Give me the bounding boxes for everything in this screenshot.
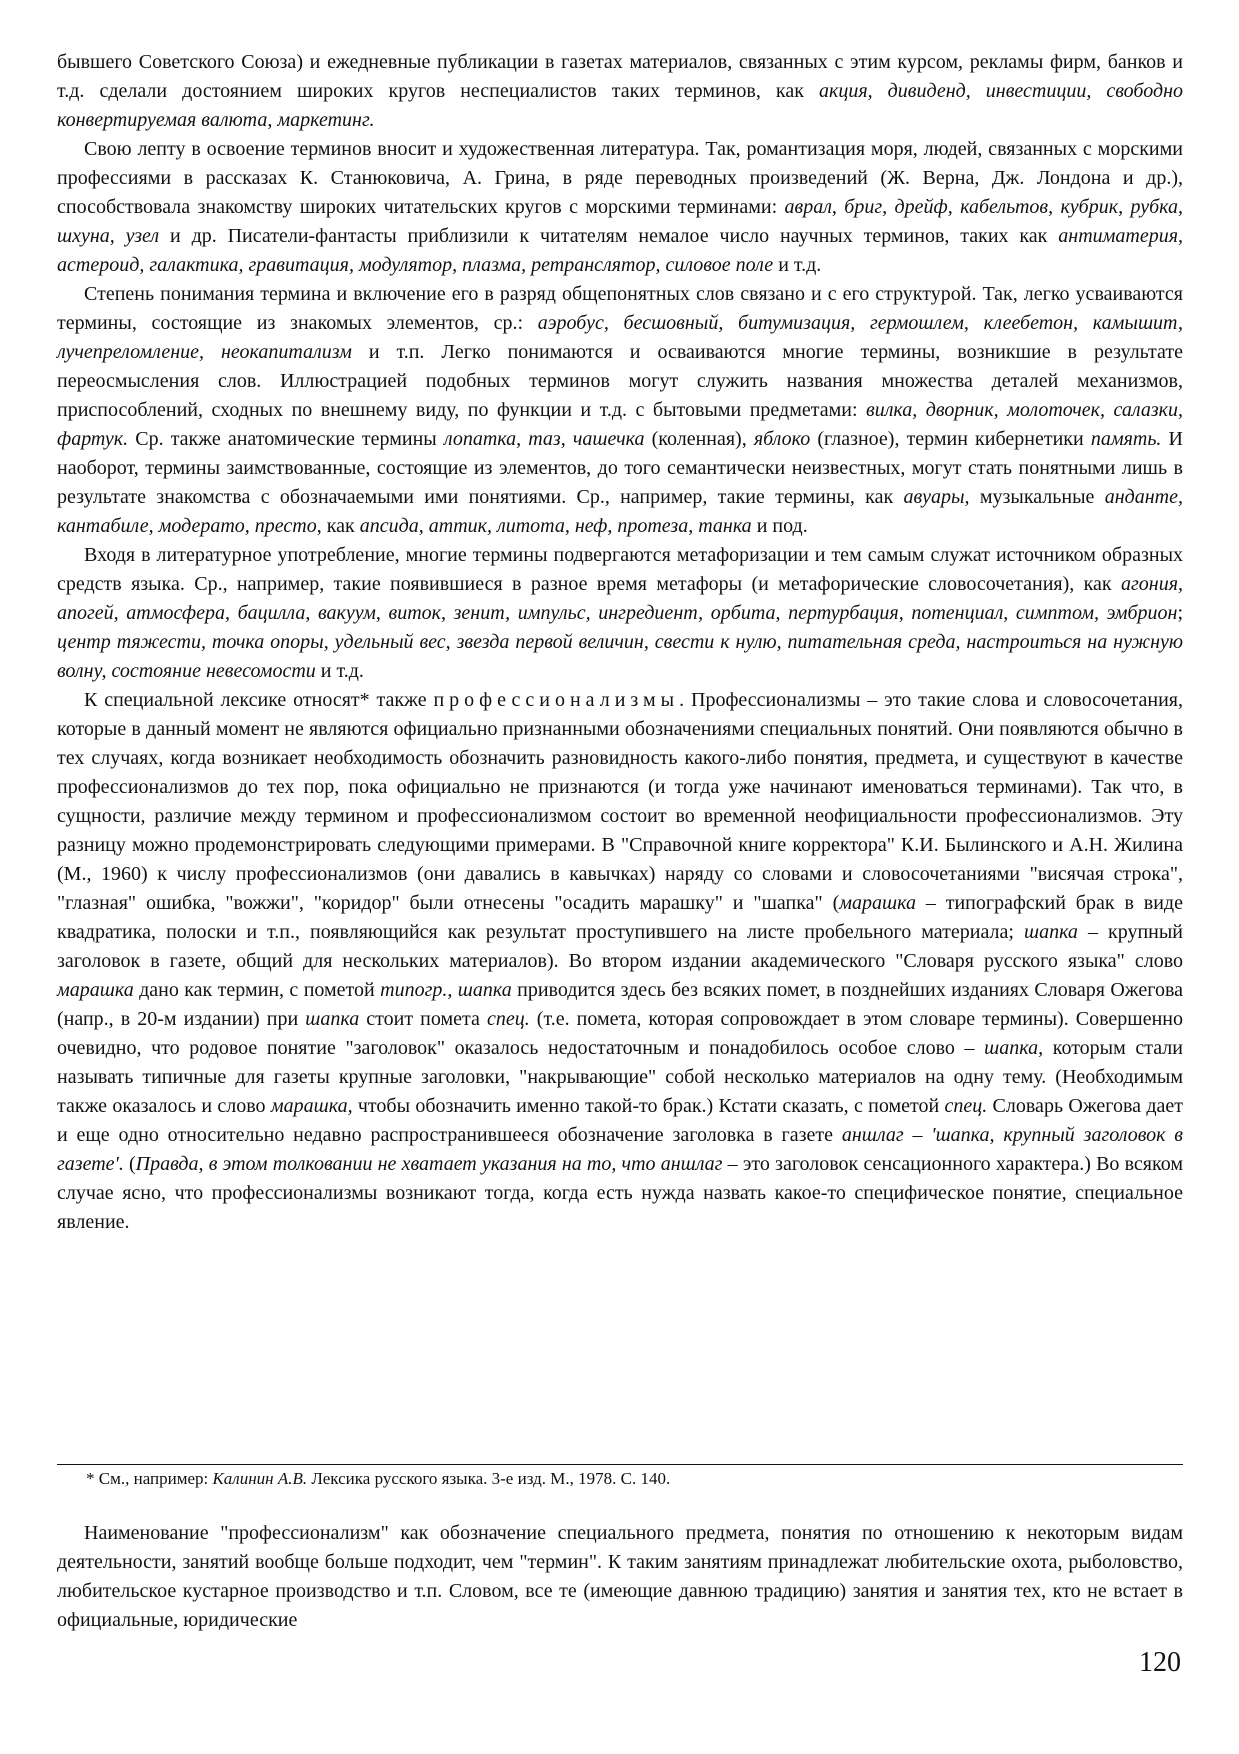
italic-term: акция, дивиденд, инвестиции, свободно конвертируемая валюта, маркетинг. xyxy=(57,80,1183,131)
text-run: (коленная), xyxy=(644,428,754,450)
italic-term: шапка xyxy=(1023,921,1078,943)
italic-term: аэробус, бесшовный, битумизация, гермошлем, клеебетон, камышит, лучепреломление, неокапитализм xyxy=(57,312,1184,363)
italic-term: аврал, бриг, дрейф, кабельтов, кубрик, рубка, шхуна, узел xyxy=(57,196,1183,247)
text-run: , как xyxy=(316,515,360,537)
text-run: И наоборот, термины заимствованные, состоящие из элементов, до того семантически неизвестных, могут стать понятными лишь в результате знакомства с обозначаемыми ими понятиями. Ср., например, такие термины, как xyxy=(57,428,1183,508)
text-run: * См., например: xyxy=(86,1469,213,1488)
italic-term: вилка, дворник, молоточек, салазки, фартук. xyxy=(57,399,1183,450)
italic-term: агония, апогей, атмосфера, бацилла, вакуум, виток, зенит, импульс, ингредиент, орбита, пертурбация, потенциал, симптом, эмбрион xyxy=(57,573,1183,624)
italic-term: спец. xyxy=(944,1095,988,1117)
text-run: ; xyxy=(1177,602,1183,624)
text-run: Лексика русского языка. 3-е изд. М., 1978. С. 140. xyxy=(307,1469,671,1488)
paragraph xyxy=(57,541,1183,686)
text-run: ( xyxy=(123,1153,136,1175)
text-run: и т.д. xyxy=(315,660,364,682)
text-run: Наименование "профессионализм" как обозначение специального предмета, понятия по отношению к некоторым видам деятельности, занятий вообще больше подходит, чем "термин". К таким занятиям принадлежат любительские охота, рыболовство, любительское кустарное производство и т.п. Словом, все те (имеющие давнюю традицию) занятия и занятия тех, кто не встает в официальные, юридические xyxy=(57,1522,1183,1631)
text-run: стоит помета xyxy=(359,1008,487,1030)
text-run: чтобы обозначить именно такой-то брак.) Кстати сказать, с пометой xyxy=(352,1095,945,1117)
text-run: Свою лепту в освоение терминов вносит и художественная литература. Так, романтизация моря, людей, связанных с морскими профессиями в рассказах К. Станюковича, А. Грина, в ряде переводных произведений (Ж. Верна, Дж. Лондона и др.), способствовала знакомству широких читательских кругов с морскими терминами: xyxy=(57,138,1183,218)
text-run: Степень понимания термина и включение его в разряд общепонятных слов связано и с его структурой. Так, легко усваиваются термины, состоящие из знакомых элементов, ср.: xyxy=(57,283,1183,334)
text-run: (т.е. помета, которая сопровождает в этом словаре термины). Совершенно очевидно, что родовое понятие "заголовок" оказалось недостаточным и понадобилось особое слово – xyxy=(57,1008,1183,1059)
paragraph xyxy=(57,135,1183,280)
italic-term: спец. xyxy=(486,1008,530,1030)
italic-term: шапка xyxy=(305,1008,360,1030)
text-run: и др. Писатели-фантасты приблизили к читателям немалое число научных терминов, таких как xyxy=(159,225,1059,247)
italic-term: Калинин А.В. xyxy=(212,1469,308,1488)
paragraph xyxy=(57,1519,1183,1635)
italic-term: центр тяжести, точка опоры, удельный вес, звезда первой величин, свести к нулю, питательная среда, настроиться на нужную волну, состояние невесомости xyxy=(57,631,1183,682)
italic-term: яблоко xyxy=(753,428,811,450)
paragraph xyxy=(57,280,1183,541)
italic-term: авуары, xyxy=(903,486,970,508)
text-run: Входя в литературное употребление, многие термины подвергаются метафоризации и тем самым служат источником образных средств языка. Ср., например, такие появившиеся в разное время метафоры (и метафорические словосочетания), как xyxy=(57,544,1183,595)
main-text xyxy=(57,48,1183,1237)
text-after-footnote xyxy=(57,1519,1183,1635)
text-run: дано как термин, с пометой xyxy=(133,979,381,1001)
page-number: 120 xyxy=(1139,1647,1181,1678)
italic-term: типогр., шапка xyxy=(380,979,512,1001)
footnote xyxy=(86,1467,670,1491)
text-run: и т.д. xyxy=(773,254,822,276)
text-run: приводится здесь без всяких помет, в позднейших изданиях Словаря Ожегова (напр., в 20-м издании) при xyxy=(57,979,1183,1030)
text-run: и т.п. Легко понимаются и осваиваются многие термины, возникшие в результате переосмысления слов. Иллюстрацией подобных терминов могут служить названия множества деталей механизмов, приспособлений, сходных по внешнему виду, по функции и т.д. с бытовыми предметами: xyxy=(57,341,1183,421)
italic-term: память. xyxy=(1090,428,1162,450)
italic-term: марашка xyxy=(57,979,134,1001)
text-run: – это заголовок сенсационного характера.) Во всяком случае ясно, что профессионализмы возникают тогда, когда есть нужда назвать какое-то специфическое понятие, специальное явление. xyxy=(57,1153,1183,1233)
text-run: Словарь Ожегова дает и еще одно относительно недавно распространившееся обозначение заголовка в газете xyxy=(57,1095,1183,1146)
text-run: – крупный заголовок в газете, общий для нескольких материалов). Во втором издании академического "Словаря русского языка" слово xyxy=(57,921,1184,972)
italic-term: лопатка, таз, чашечка xyxy=(443,428,645,450)
italic-term: аншлаг – 'шапка, крупный заголовок в газете'. xyxy=(57,1124,1183,1175)
text-run: бывшего Советского Союза) и ежедневные публикации в газетах материалов, связанных с этим курсом, рекламы фирм, банков и т.д. сделали достоянием широких кругов неспециалистов таких терминов, как xyxy=(57,51,1183,102)
paragraph xyxy=(57,686,1183,1237)
italic-term: шапка, xyxy=(984,1037,1044,1059)
text-run: К специальной лексике относят* также xyxy=(84,689,434,711)
italic-term: апсида, аттик, литота, неф, протеза, танка xyxy=(359,515,752,537)
footnote-separator xyxy=(57,1464,1183,1465)
text-run: (глазное), термин кибернетики xyxy=(810,428,1091,450)
italic-term: марашка xyxy=(839,892,916,914)
italic-term: антиматерия, астероид, галактика, гравитация, модулятор, плазма, ретранслятор, силовое поле xyxy=(57,225,1184,276)
text-run: . Профессионализмы – это такие слова и словосочетания, которые в данный момент не являются официально признанными обозначениями специальных понятий. Они появляются обычно в тех случаях, когда возникает необходимость обозначить разновидность какого-либо понятия, предмета, и существуют в качестве профессионализмов до тех пор, пока официально не признаются (и тогда уже начинают именоваться терминами). Так что, в сущности, различие между термином и профессионализмом состоит во временной неофициальности профессионализмов. Эту разницу можно продемонстрировать следующими примерами. В "Справочной книге корректора" К.И. Былинского и А.Н. Жилина (М., 1960) к числу профессионализмов (они давались в кавычках) наряду со словами и словосочетаниями "висячая строка", "глазная" ошибка, "вожжи", "коридор" были отнесены "осадить марашку" и "шапка" ( xyxy=(57,689,1183,914)
text-run: которым стали называть типичные для газеты крупные заголовки, "накрывающие" собой несколько материалов на одну тему. (Необходимым также оказалось и слово xyxy=(57,1037,1183,1117)
italic-term: марашка, xyxy=(270,1095,353,1117)
italic-term: анданте, кантабиле, модерато, престо xyxy=(57,486,1183,537)
italic-term: Правда, в этом толковании не хватает указания на то, что аншлаг xyxy=(135,1153,723,1175)
paragraph xyxy=(57,48,1183,135)
text-run: – типографский брак в виде квадратика, полоски и т.п., появляющийся как результат проступившего на листе пробельного материала; xyxy=(57,892,1183,943)
text-run: и под. xyxy=(751,515,808,537)
text-run: музыкальные xyxy=(969,486,1105,508)
spaced-term: профессионализмы xyxy=(433,689,680,711)
text-run: Ср. также анатомические термины xyxy=(128,428,444,450)
